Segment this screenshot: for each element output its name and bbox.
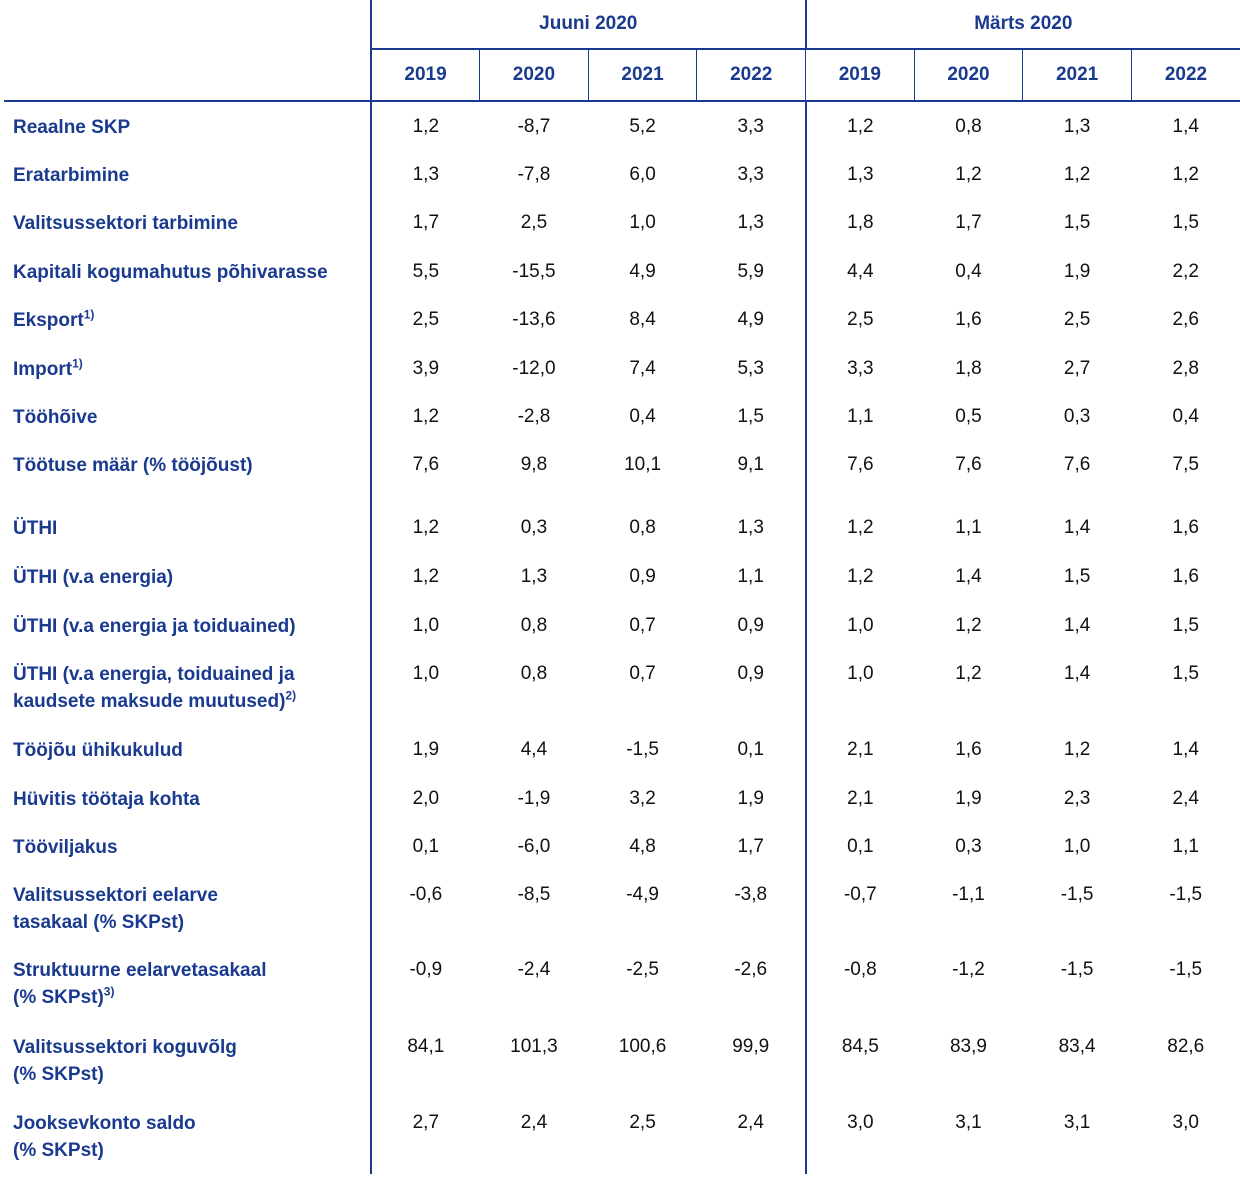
value-cell: 0,4 bbox=[955, 261, 982, 282]
value-cell: 4,9 bbox=[737, 309, 764, 330]
value-cell: 2,1 bbox=[806, 725, 915, 774]
row-label bbox=[4, 295, 371, 344]
value-cell: 1,8 bbox=[955, 358, 982, 379]
table-row bbox=[4, 725, 1240, 774]
value-cell: -4,9 bbox=[626, 884, 659, 905]
value-cell: 1,2 bbox=[1063, 739, 1091, 760]
table-row bbox=[4, 150, 1240, 198]
table-row bbox=[4, 1098, 1240, 1174]
value-cell: 8,4 bbox=[629, 309, 656, 330]
row-label-text: Valitsussektori eelarve bbox=[13, 885, 218, 906]
value-cell: 4,8 bbox=[629, 836, 656, 857]
value-cell: 1,2 bbox=[955, 615, 982, 636]
value-cell: 1,2 bbox=[806, 503, 915, 552]
group-header-march-2020: Märts 2020 bbox=[806, 0, 1240, 49]
footnote-marker: 3) bbox=[103, 984, 115, 999]
table-row bbox=[4, 552, 1240, 601]
row-label-text: Valitsussektori tarbimine bbox=[13, 213, 238, 234]
value-cell: 4,4 bbox=[520, 739, 548, 760]
value-cell: 7,6 bbox=[806, 440, 915, 503]
value-cell: 1,4 bbox=[1063, 663, 1091, 684]
row-label bbox=[4, 649, 371, 725]
value-cell: 1,2 bbox=[371, 503, 480, 552]
row-label-text: ÜTHI bbox=[13, 518, 58, 539]
value-cell: 1,2 bbox=[371, 101, 480, 150]
table-row bbox=[4, 822, 1240, 870]
row-label-text: ÜTHI (v.a energia, toiduained ja bbox=[13, 664, 295, 685]
value-cell: 4,9 bbox=[629, 261, 656, 282]
row-label bbox=[4, 822, 371, 870]
value-cell: 2,5 bbox=[371, 295, 480, 344]
value-cell: 101,3 bbox=[510, 1036, 558, 1057]
value-cell: 3,1 bbox=[955, 1112, 982, 1133]
year-header: 2019 bbox=[806, 49, 915, 101]
value-cell: 2,6 bbox=[1172, 309, 1199, 330]
value-cell: 1,8 bbox=[806, 198, 915, 247]
value-cell: 1,2 bbox=[806, 552, 915, 601]
value-cell: 3,3 bbox=[737, 116, 764, 137]
value-cell: 0,8 bbox=[520, 615, 548, 636]
year-header: 2022 bbox=[1131, 49, 1240, 101]
value-cell: 2,4 bbox=[737, 1112, 764, 1133]
value-cell: 7,6 bbox=[371, 440, 480, 503]
value-cell: 7,5 bbox=[1172, 454, 1199, 475]
row-label bbox=[4, 392, 371, 440]
value-cell: 1,0 bbox=[629, 212, 656, 233]
value-cell: 9,8 bbox=[520, 454, 548, 475]
value-cell: 1,4 bbox=[1063, 615, 1091, 636]
value-cell: 1,6 bbox=[955, 309, 982, 330]
value-cell: 9,1 bbox=[737, 454, 764, 475]
row-label-text: Töötuse määr (% tööjõust) bbox=[13, 455, 253, 476]
row-label-text: Tööhõive bbox=[13, 407, 98, 428]
row-label-text: Eksport bbox=[13, 310, 84, 331]
year-header: 2020 bbox=[914, 49, 1023, 101]
corner-cell bbox=[4, 49, 371, 101]
table-row bbox=[4, 392, 1240, 440]
value-cell: 0,9 bbox=[629, 566, 656, 587]
value-cell: 0,7 bbox=[629, 615, 656, 636]
value-cell: 1,4 bbox=[955, 566, 982, 587]
value-cell: -1,5 bbox=[626, 739, 659, 760]
value-cell: 1,6 bbox=[955, 739, 982, 760]
value-cell: -1,2 bbox=[952, 959, 985, 980]
value-cell: 3,9 bbox=[371, 344, 480, 392]
value-cell: 1,7 bbox=[371, 198, 480, 247]
value-cell: -3,8 bbox=[734, 884, 768, 905]
value-cell: -1,1 bbox=[952, 884, 985, 905]
row-label-text: Import bbox=[13, 359, 73, 380]
value-cell: -0,6 bbox=[371, 870, 480, 945]
value-cell: -2,8 bbox=[517, 406, 551, 427]
value-cell: 1,1 bbox=[1172, 836, 1199, 857]
value-cell: 100,6 bbox=[618, 1036, 667, 1057]
row-label bbox=[4, 945, 371, 1022]
value-cell: 0,7 bbox=[629, 663, 656, 684]
value-cell: 1,0 bbox=[806, 649, 915, 725]
row-label-text: Valitsussektori koguvõlg bbox=[13, 1037, 237, 1058]
row-label-text: Eratarbimine bbox=[13, 165, 130, 186]
row-label-text: Reaalne SKP bbox=[13, 117, 131, 138]
value-cell: 84,1 bbox=[371, 1022, 480, 1098]
footnote-marker: 1) bbox=[83, 307, 95, 322]
table-row bbox=[4, 198, 1240, 247]
value-cell: -2,5 bbox=[626, 959, 659, 980]
corner-cell bbox=[4, 0, 371, 49]
value-cell: 1,3 bbox=[520, 566, 548, 587]
value-cell: 84,5 bbox=[806, 1022, 915, 1098]
footnote-marker: 2) bbox=[285, 688, 297, 703]
value-cell: 82,6 bbox=[1167, 1036, 1205, 1057]
value-cell: 1,5 bbox=[1172, 615, 1199, 636]
table-row bbox=[4, 649, 1240, 725]
value-cell: 0,5 bbox=[955, 406, 982, 427]
table-row bbox=[4, 945, 1240, 1022]
row-label-text: Tööjõu ühikukulud bbox=[13, 740, 183, 761]
value-cell: 1,9 bbox=[1063, 261, 1091, 282]
row-label-text-line2: tasakaal (% SKPst) bbox=[13, 912, 185, 933]
value-cell: -0,9 bbox=[371, 945, 480, 1022]
value-cell: 2,7 bbox=[1063, 358, 1091, 379]
value-cell: 1,2 bbox=[955, 164, 982, 185]
row-label bbox=[4, 247, 371, 295]
value-cell: 0,9 bbox=[737, 663, 764, 684]
value-cell: 0,4 bbox=[629, 406, 656, 427]
value-cell: 1,7 bbox=[955, 212, 982, 233]
value-cell: -7,8 bbox=[517, 164, 551, 185]
value-cell: 2,5 bbox=[1063, 309, 1091, 330]
value-cell: 5,9 bbox=[737, 261, 764, 282]
value-cell: 6,0 bbox=[629, 164, 656, 185]
value-cell: 1,3 bbox=[371, 150, 480, 198]
row-label bbox=[4, 725, 371, 774]
row-label bbox=[4, 440, 371, 503]
row-label bbox=[4, 774, 371, 822]
value-cell: 2,4 bbox=[520, 1112, 548, 1133]
row-label bbox=[4, 870, 371, 945]
row-label-text: Kapitali kogumahutus põhivarasse bbox=[13, 262, 328, 283]
value-cell: 3,0 bbox=[1172, 1112, 1199, 1133]
value-cell: 1,2 bbox=[806, 101, 915, 150]
row-label bbox=[4, 198, 371, 247]
value-cell: 83,9 bbox=[949, 1036, 987, 1057]
value-cell: 2,4 bbox=[1172, 788, 1199, 809]
value-cell: 5,3 bbox=[737, 358, 764, 379]
value-cell: 3,3 bbox=[806, 344, 915, 392]
row-label-text: ÜTHI (v.a energia) bbox=[13, 567, 174, 588]
value-cell: 1,9 bbox=[371, 725, 480, 774]
value-cell: -0,8 bbox=[806, 945, 915, 1022]
row-label-text-line2: (% SKPst) bbox=[13, 1140, 104, 1161]
value-cell: 10,1 bbox=[624, 454, 662, 475]
row-label-text-line2: (% SKPst) bbox=[13, 987, 104, 1008]
table-row bbox=[4, 774, 1240, 822]
value-cell: 2,5 bbox=[629, 1112, 656, 1133]
value-cell: 0,1 bbox=[371, 822, 480, 870]
value-cell: -1,5 bbox=[1169, 884, 1203, 905]
table-row bbox=[4, 870, 1240, 945]
row-label-text: Hüvitis töötaja kohta bbox=[13, 789, 200, 810]
value-cell: 2,8 bbox=[1172, 358, 1199, 379]
value-cell: 1,7 bbox=[737, 836, 764, 857]
value-cell: -1,5 bbox=[1169, 959, 1203, 980]
value-cell: -6,0 bbox=[517, 836, 551, 857]
value-cell: 1,6 bbox=[1172, 566, 1199, 587]
value-cell: 1,5 bbox=[1172, 663, 1199, 684]
table-row bbox=[4, 295, 1240, 344]
table-row bbox=[4, 101, 1240, 150]
value-cell: -1,9 bbox=[517, 788, 551, 809]
value-cell: 3,1 bbox=[1063, 1112, 1091, 1133]
value-cell: -2,6 bbox=[734, 959, 768, 980]
row-label bbox=[4, 344, 371, 392]
table-row bbox=[4, 1022, 1240, 1098]
table-row bbox=[4, 247, 1240, 295]
value-cell: 1,4 bbox=[1172, 739, 1199, 760]
value-cell: -12,0 bbox=[512, 358, 556, 379]
footnote-marker: 1) bbox=[72, 356, 83, 371]
value-cell: 1,4 bbox=[1063, 517, 1091, 538]
value-cell: 0,3 bbox=[520, 517, 548, 538]
value-cell: 2,0 bbox=[371, 774, 480, 822]
row-label bbox=[4, 1098, 371, 1174]
value-cell: -8,7 bbox=[517, 116, 551, 137]
value-cell: 1,3 bbox=[806, 150, 915, 198]
value-cell: -13,6 bbox=[512, 309, 556, 330]
year-header: 2022 bbox=[697, 49, 806, 101]
row-label bbox=[4, 552, 371, 601]
year-header: 2021 bbox=[588, 49, 697, 101]
year-header: 2020 bbox=[480, 49, 589, 101]
value-cell: 1,2 bbox=[955, 663, 982, 684]
value-cell: 1,0 bbox=[371, 601, 480, 649]
value-cell: 7,6 bbox=[1063, 454, 1091, 475]
row-label bbox=[4, 101, 371, 150]
value-cell: 1,4 bbox=[1172, 116, 1199, 137]
projections-table bbox=[4, 0, 1240, 1174]
value-cell: 1,6 bbox=[1172, 517, 1199, 538]
value-cell: 2,1 bbox=[806, 774, 915, 822]
value-cell: 1,3 bbox=[737, 517, 764, 538]
value-cell: 0,8 bbox=[955, 116, 982, 137]
row-label-text: ÜTHI (v.a energia ja toiduained) bbox=[13, 616, 296, 637]
value-cell: -1,5 bbox=[1060, 959, 1094, 980]
year-header-row bbox=[4, 49, 1240, 101]
group-header-row bbox=[4, 0, 1240, 49]
table-row bbox=[4, 503, 1240, 552]
value-cell: 0,1 bbox=[737, 739, 764, 760]
value-cell: 3,3 bbox=[737, 164, 764, 185]
value-cell: 0,1 bbox=[806, 822, 915, 870]
value-cell: 2,7 bbox=[371, 1098, 480, 1174]
value-cell: 1,5 bbox=[737, 406, 764, 427]
value-cell: 7,6 bbox=[955, 454, 982, 475]
value-cell: -2,4 bbox=[517, 959, 551, 980]
value-cell: 83,4 bbox=[1058, 1036, 1096, 1057]
value-cell: 1,5 bbox=[1063, 212, 1091, 233]
value-cell: -1,5 bbox=[1060, 884, 1094, 905]
row-label-text-line2: (% SKPst) bbox=[13, 1064, 104, 1085]
value-cell: 4,4 bbox=[806, 247, 915, 295]
value-cell: 1,0 bbox=[371, 649, 480, 725]
row-label-text: Tööviljakus bbox=[13, 837, 118, 858]
row-label-text: Struktuurne eelarvetasakaal bbox=[13, 960, 267, 981]
row-label-text: Jooksevkonto saldo bbox=[13, 1113, 196, 1134]
value-cell: 2,2 bbox=[1172, 261, 1199, 282]
value-cell: 7,4 bbox=[629, 358, 656, 379]
table-row bbox=[4, 344, 1240, 392]
row-label bbox=[4, 503, 371, 552]
row-label bbox=[4, 601, 371, 649]
value-cell: -8,5 bbox=[517, 884, 551, 905]
value-cell: 1,1 bbox=[737, 566, 764, 587]
value-cell: 1,0 bbox=[806, 601, 915, 649]
value-cell: 1,2 bbox=[1063, 164, 1091, 185]
group-header-june-2020: Juuni 2020 bbox=[371, 0, 806, 49]
value-cell: 2,5 bbox=[520, 212, 548, 233]
row-label-text-line2: kaudsete maksude muutused) bbox=[13, 691, 286, 712]
value-cell: 0,8 bbox=[520, 663, 548, 684]
value-cell: 0,9 bbox=[737, 615, 764, 636]
value-cell: 3,0 bbox=[806, 1098, 915, 1174]
value-cell: 2,5 bbox=[806, 295, 915, 344]
value-cell: 1,5 bbox=[1063, 566, 1091, 587]
year-header: 2019 bbox=[371, 49, 480, 101]
table-row bbox=[4, 601, 1240, 649]
value-cell: 1,2 bbox=[371, 552, 480, 601]
value-cell: 0,8 bbox=[629, 517, 656, 538]
value-cell: 3,2 bbox=[629, 788, 656, 809]
value-cell: 2,3 bbox=[1063, 788, 1091, 809]
table-row bbox=[4, 440, 1240, 503]
value-cell: 1,3 bbox=[737, 212, 764, 233]
value-cell: 1,5 bbox=[1172, 212, 1199, 233]
row-label bbox=[4, 1022, 371, 1098]
value-cell: 1,2 bbox=[371, 392, 480, 440]
row-label bbox=[4, 150, 371, 198]
value-cell: 1,1 bbox=[955, 517, 982, 538]
value-cell: 1,3 bbox=[1063, 116, 1091, 137]
value-cell: -15,5 bbox=[512, 261, 556, 282]
value-cell: 99,9 bbox=[732, 1036, 770, 1057]
value-cell: 1,1 bbox=[806, 392, 915, 440]
value-cell: 1,2 bbox=[1172, 164, 1199, 185]
value-cell: 5,5 bbox=[371, 247, 480, 295]
value-cell: 1,0 bbox=[1063, 836, 1091, 857]
year-header: 2021 bbox=[1023, 49, 1132, 101]
value-cell: 0,3 bbox=[955, 836, 982, 857]
value-cell: 5,2 bbox=[629, 116, 656, 137]
value-cell: 1,9 bbox=[737, 788, 764, 809]
value-cell: 0,4 bbox=[1172, 406, 1199, 427]
value-cell: -0,7 bbox=[806, 870, 915, 945]
value-cell: 0,3 bbox=[1063, 406, 1091, 427]
value-cell: 1,9 bbox=[955, 788, 982, 809]
